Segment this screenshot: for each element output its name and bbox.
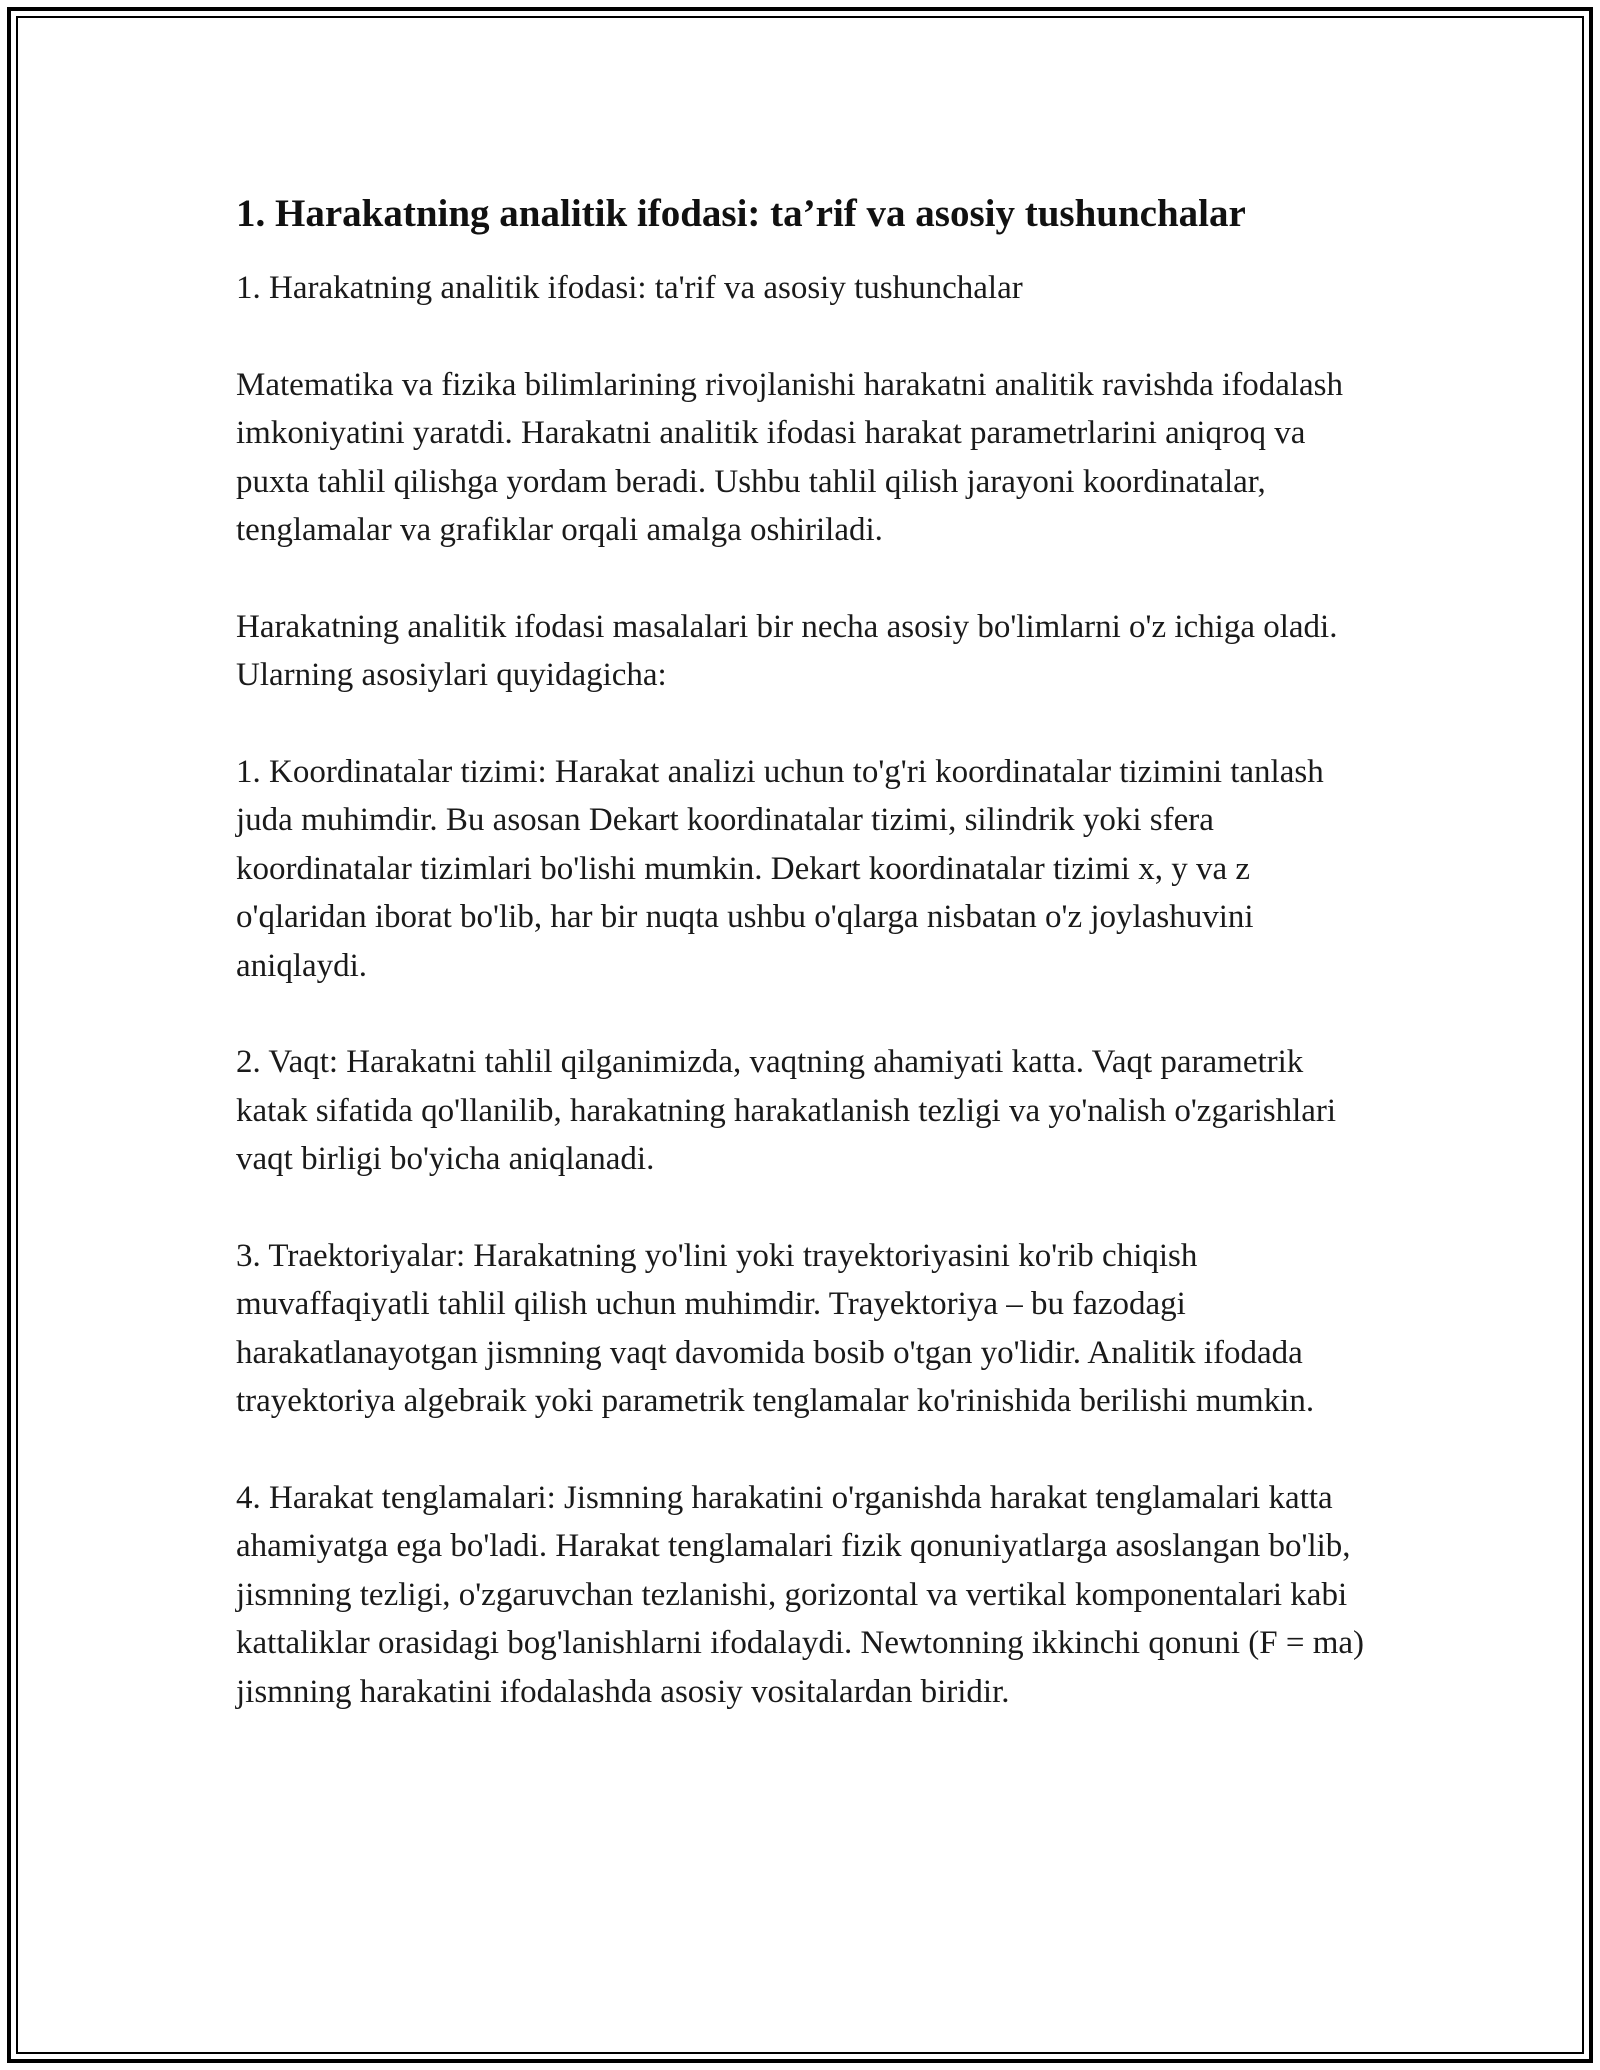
- intro-paragraph: Matematika va fizika bilimlarining rivojlanishi harakatni analitik ravishda ifodalash imkoniyatini yaratdi. Harakatni analitik ifodasi harakat parametrlarini aniqroq va puxta tahlil qilishga yordam beradi. Ushbu tahlil qilish jarayoni koordinatalar, tenglamalar va grafiklar orqali amalga oshiriladi.: [236, 366, 1343, 548]
- time-paragraph: 2. Vaqt: Harakatni tahlil qilganimizda, vaqtning ahamiyati katta. Vaqt parametrik katak sifatida qo'llanilib, harakatning harakatlanish tezligi va yo'nalish o'zgarishlari vaqt birligi bo'yicha aniqlanadi.: [236, 1044, 1337, 1177]
- overview-paragraph: Harakatning analitik ifodasi masalalari bir necha asosiy bo'limlarni o'z ichiga oladi. Ularning asosiylari quyidagicha:: [236, 608, 1338, 693]
- document-title: 1. Harakatning analitik ifodasi: ta’rif va asosiy tushunchalar: [236, 192, 1246, 235]
- document-body: [236, 186, 1366, 1764]
- equations-of-motion-paragraph: 4. Harakat tenglamalari: Jismning harakatini o'rganishda harakat tenglamalari katta ahamiyatga ega bo'ladi. Harakat tenglamalari fizik qonuniyatlarga asoslangan bo'lib, jismning tezligi, o'zgaruvchan tezlanishi, gorizontal va vertikal komponentalari kabi kattaliklar orasidagi bog'lanishlarni ifodalaydi. Newtonning ikkinchi qonuni (F = ma) jismning harakatini ifodalashda asosiy vositalardan biridir.: [236, 1479, 1364, 1710]
- coordinate-system-paragraph: 1. Koordinatalar tizimi: Harakat analizi uchun to'g'ri koordinatalar tizimini tanlash juda muhimdir. Bu asosan Dekart koordinatalar tizimi, silindrik yoki sfera koordinatalar tizimlari bo'lishi mumkin. Dekart koordinatalar tizimi x, y va z o'qlaridan iborat bo'lib, har bir nuqta ushbu o'qlarga nisbatan o'z joylashuvini aniqlaydi.: [236, 753, 1324, 984]
- trajectory-paragraph: 3. Traektoriyalar: Harakatning yo'lini yoki trayektoriyasini ko'rib chiqish muvaffaqiyatli tahlil qilish uchun muhimdir. Trayektoriya – bu fazodagi harakatlanayotgan jismning vaqt davomida bosib o'tgan yo'lidir. Analitik ifodada trayektoriya algebraik yoki parametrik tenglamalar ko'rinishida berilishi mumkin.: [236, 1237, 1315, 1419]
- subtitle-paragraph: 1. Harakatning analitik ifodasi: ta'rif va asosiy tushunchalar: [236, 270, 1023, 306]
